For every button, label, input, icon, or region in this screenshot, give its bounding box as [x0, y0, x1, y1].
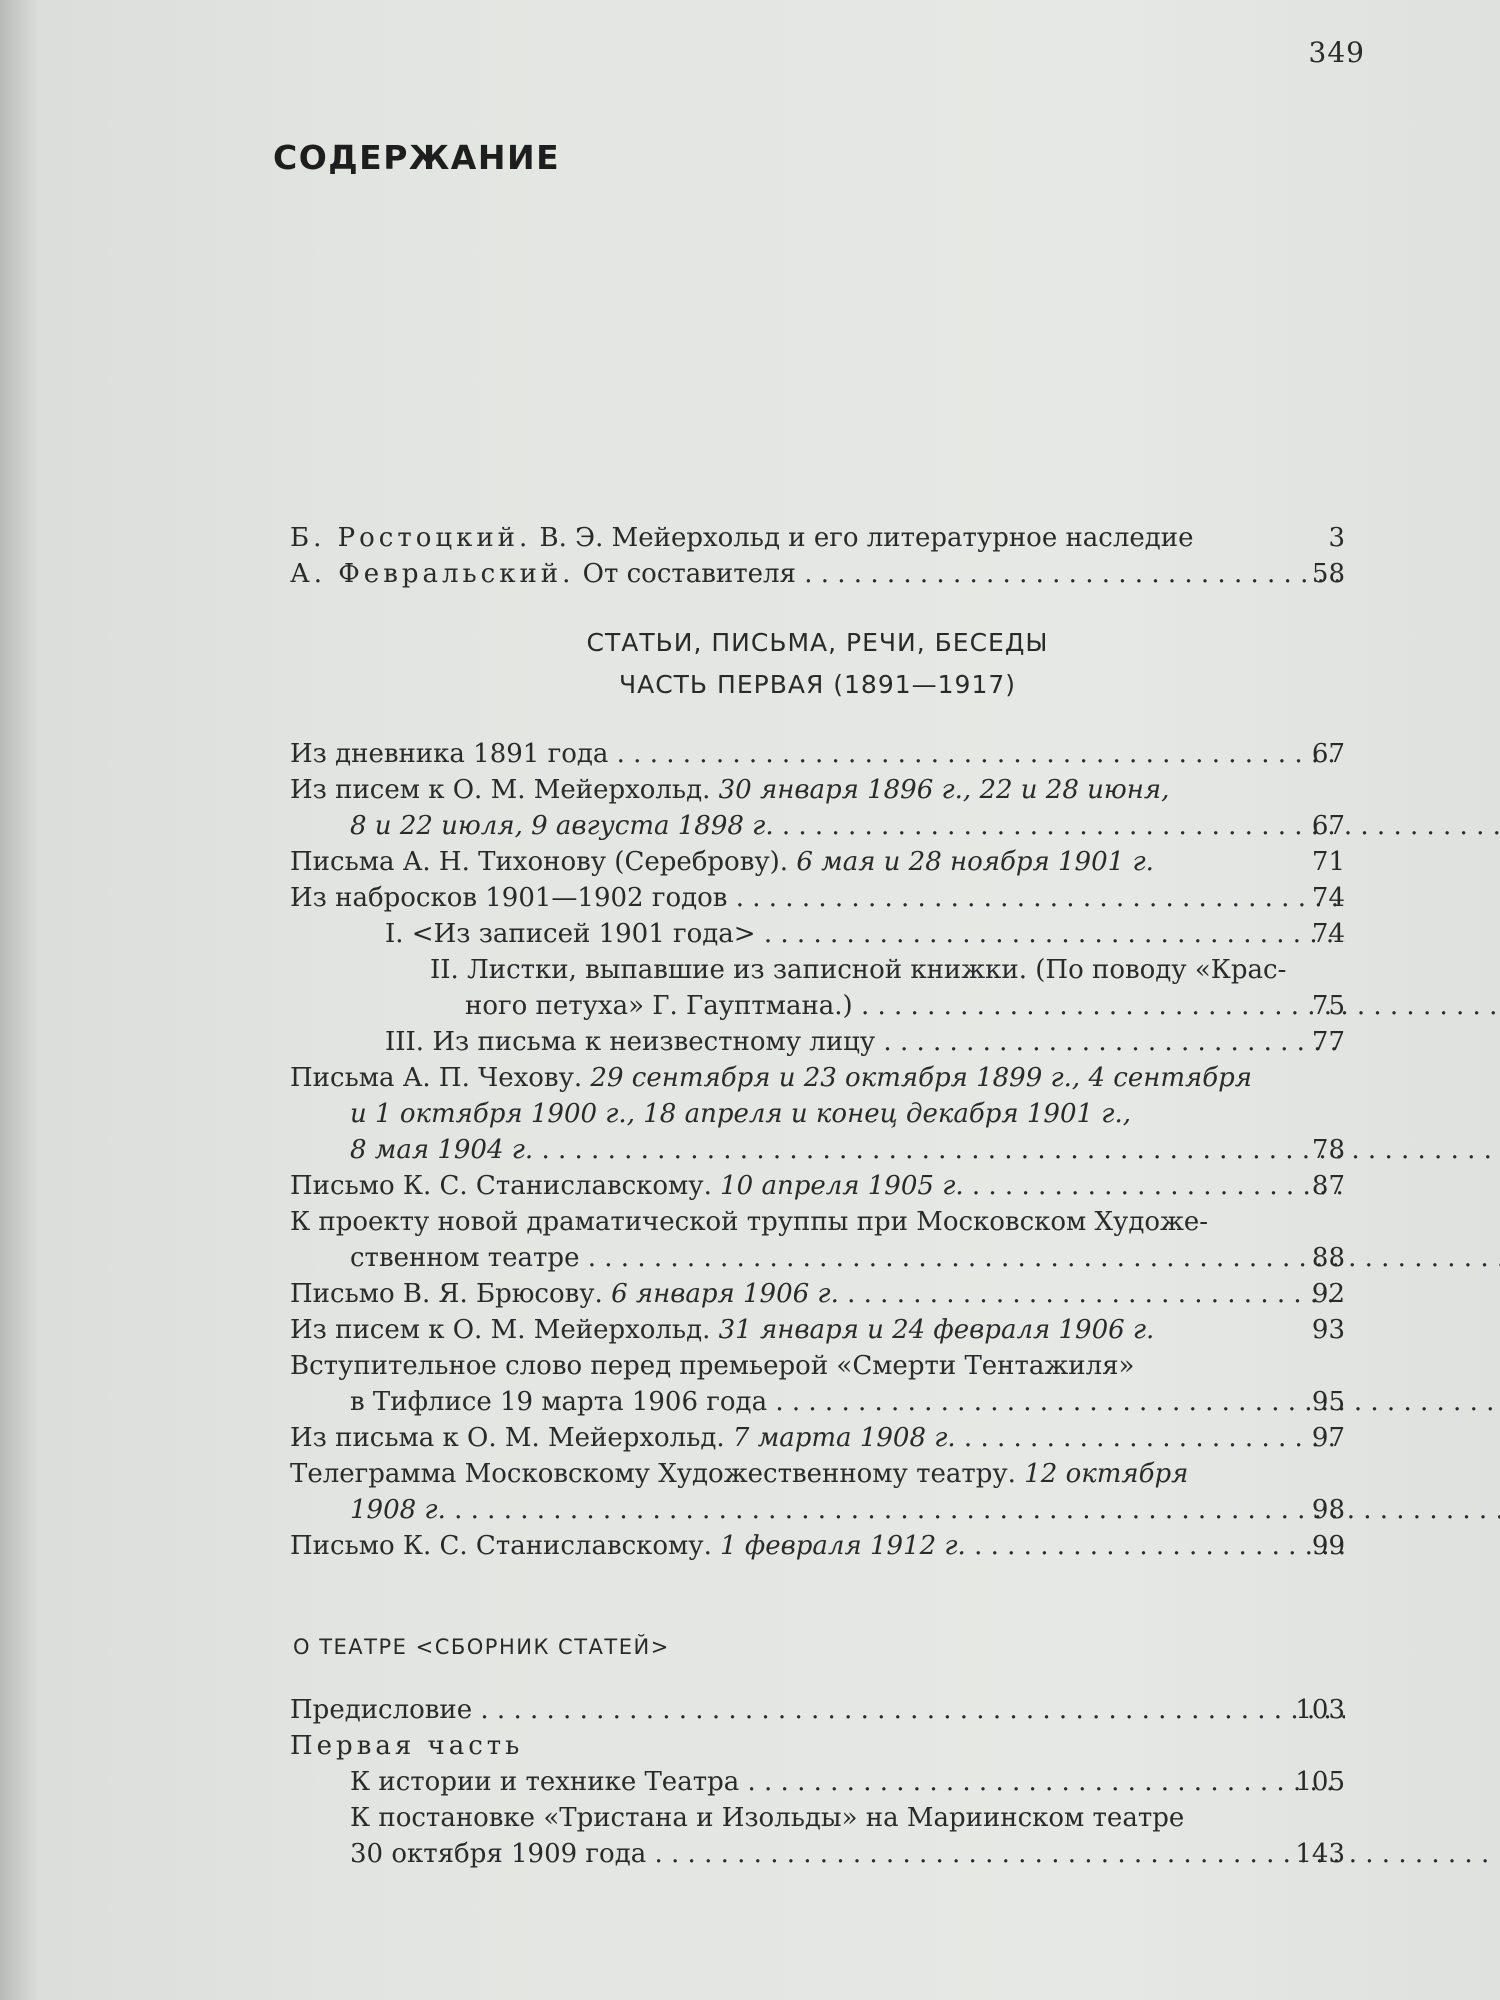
intro-list	[290, 520, 1345, 592]
entry-title: Из набросков 1901—1902 годов . . .	[290, 880, 1345, 916]
entry-title: К постановке «Тристана и Изольды» на Мариинском театре	[350, 1803, 1185, 1833]
entry-dates-cont: 8 мая 1904 г.	[350, 1135, 534, 1165]
toc-entry	[290, 736, 1345, 772]
entry-dates: 7 марта 1908 г.	[732, 1423, 956, 1453]
entry-title: В. Э. Мейерхольд и его литературное наследие	[539, 523, 1194, 553]
toc-entry	[290, 556, 1345, 592]
entry-title: I. <Из записей 1901 года> . . .	[290, 916, 1345, 952]
toc-entry	[290, 772, 1345, 844]
entry-dates-cont: и 1 октября 1900 г., 18 апреля и конец декабря 1901 г.,	[350, 1099, 1131, 1129]
entry-page: 87	[1311, 1171, 1345, 1201]
entry-page: 105	[1295, 1767, 1345, 1797]
toc-list	[290, 736, 1345, 1564]
entry-page: 74	[1311, 919, 1345, 949]
entry-title: III. Из письма к неизвестному лицу . . .	[290, 1024, 1345, 1060]
entry-title-cont: в Тифлисе 19 марта 1906 года . . .	[290, 1384, 1500, 1420]
toc-entry	[290, 1312, 1345, 1348]
entry-author: Б. Ростоцкий.	[290, 523, 532, 553]
entry-title: К проекту новой драматической труппы при Московском Художе-	[290, 1207, 1209, 1237]
toc-entry	[290, 1420, 1345, 1456]
toc-entry	[290, 952, 1345, 1024]
toc-entry	[290, 1060, 1345, 1168]
entry-dates: 1 февраля 1912 г.	[720, 1531, 966, 1561]
entry-dates: 30 января 1896 г., 22 и 28 июня,	[718, 775, 1170, 805]
entry-title: Письма А. Н. Тихонову (Сереброву).	[290, 847, 797, 877]
toc-entry	[290, 844, 1345, 880]
entry-title: От составителя	[582, 559, 796, 589]
entry-dates: 6 мая и 28 ноября 1901 г.	[796, 847, 1154, 877]
entry-page: 78	[1311, 1135, 1345, 1165]
entry-page: 98	[1311, 1495, 1345, 1525]
entry-title: II. Листки, выпавшие из записной книжки. (По поводу «Крас-	[430, 955, 1287, 985]
toc-entry	[290, 1528, 1345, 1564]
entry-page: 143	[1295, 1839, 1345, 1869]
entry-dates-cont: 1908 г.	[350, 1495, 446, 1525]
entry-title: Предисловие . . .	[290, 1692, 1345, 1728]
toc-entry	[290, 1024, 1345, 1060]
entry-page: 67	[1311, 739, 1345, 769]
entry-page: 74	[1311, 883, 1345, 913]
entry-title: Из дневника 1891 года . . .	[290, 736, 1345, 772]
entry-dates-cont: 8 и 22 июля, 9 августа 1898 г.	[350, 811, 774, 841]
toc-entry	[290, 916, 1345, 952]
entry-page: 71	[1311, 847, 1345, 877]
entry-title: Телеграмма Московскому Художественному театру.	[290, 1459, 1025, 1489]
toc-entry	[290, 1764, 1345, 1800]
entry-page: 75	[1311, 991, 1345, 1021]
entry-dates: 31 января и 24 февраля 1906 г.	[718, 1315, 1155, 1345]
entry-title: Письмо К. С. Станиславскому.	[290, 1171, 721, 1201]
entry-page: 95	[1311, 1387, 1345, 1417]
entry-title: Первая часть	[290, 1731, 524, 1761]
entry-title: Письмо В. Я. Брюсову.	[290, 1279, 612, 1309]
toc-entry	[290, 1276, 1345, 1312]
entry-page: 77	[1311, 1027, 1345, 1057]
entry-title: Из писем к О. М. Мейерхольд.	[290, 1315, 719, 1345]
entry-dates: 12 октября	[1024, 1459, 1189, 1489]
entry-page: 92	[1311, 1279, 1345, 1309]
entry-dates: 29 сентября и 23 октября 1899 г., 4 сентября	[590, 1063, 1252, 1093]
entry-title: Из письма к О. М. Мейерхольд.	[290, 1423, 733, 1453]
entry-title-cont: ного петуха» Г. Гауптмана.) . . .	[290, 988, 1500, 1024]
toc-entry	[290, 1168, 1345, 1204]
entry-title: Письма А. П. Чехову.	[290, 1063, 591, 1093]
entry-title-cont: ственном театре . . .	[290, 1240, 1500, 1276]
part-title: СТАТЬИ, ПИСЬМА, РЕЧИ, БЕСЕДЫ	[586, 628, 1049, 657]
entry-page: 3	[1328, 523, 1345, 553]
entry-page: 88	[1311, 1243, 1345, 1273]
toc-entry	[290, 1204, 1345, 1276]
toc-entry	[290, 520, 1345, 556]
entry-dates: 10 апреля 1905 г.	[720, 1171, 964, 1201]
entry-author: А. Февральский.	[290, 559, 575, 589]
entry-page: 93	[1311, 1315, 1345, 1345]
toc-entry	[290, 1456, 1345, 1528]
entry-page: 97	[1311, 1423, 1345, 1453]
entry-title: Вступительное слово перед премьерой «Смерти Тентажиля»	[290, 1351, 1135, 1381]
entry-page: 67	[1311, 811, 1345, 841]
toc-entry	[290, 1692, 1345, 1728]
toc-entry	[290, 880, 1345, 916]
page-number: 349	[1308, 36, 1365, 69]
entry-title-cont: 30 октября 1909 года . . .	[290, 1836, 1500, 1872]
section2-list	[290, 1692, 1345, 1872]
entry-dates: 6 января 1906 г.	[611, 1279, 839, 1309]
entry-page: 58	[1311, 559, 1345, 589]
entry-page: 103	[1295, 1695, 1345, 1725]
part-subtitle: ЧАСТЬ ПЕРВАЯ (1891—1917)	[618, 670, 1017, 699]
toc-entry	[290, 1728, 1345, 1764]
section-title: О ТЕАТРЕ <СБОРНИК СТАТЕЙ>	[293, 1635, 670, 1659]
entry-title: Из писем к О. М. Мейерхольд.	[290, 775, 719, 805]
contents-heading: СОДЕРЖАНИЕ	[273, 138, 561, 177]
toc-entry	[290, 1348, 1345, 1420]
entry-title: К истории и технике Театра . . .	[290, 1764, 1345, 1800]
entry-page: 99	[1311, 1531, 1345, 1561]
toc-entry	[290, 1800, 1345, 1872]
entry-title: Письмо К. С. Станиславскому.	[290, 1531, 721, 1561]
